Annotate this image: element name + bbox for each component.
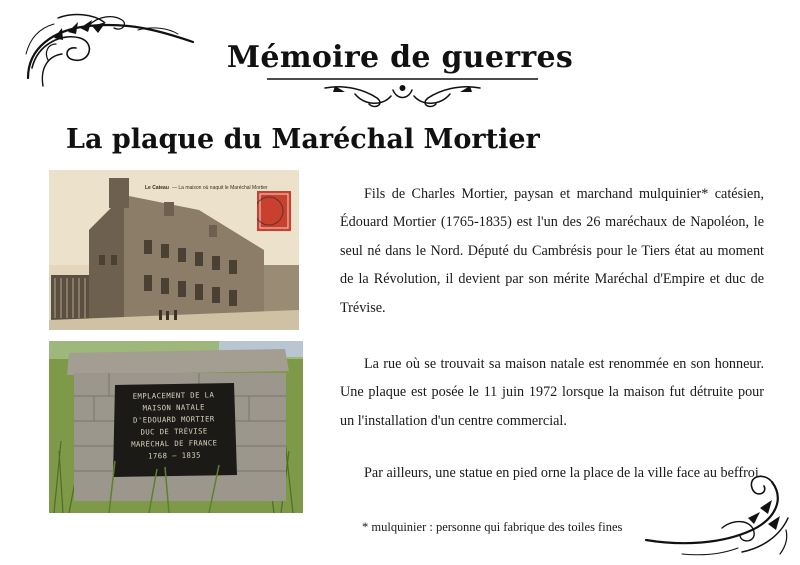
plaque-line: DUC DE TRÉVISE — [140, 426, 208, 437]
flourish-ornament-bottom-right-icon — [642, 468, 792, 560]
paragraph-biography: Fils de Charles Mortier, paysan et marchand mulquinier* catésien, Édouard Mortier (1765-1835) est l'un des 26 maréchaux de Napoléon, le seul né dans le Nord. Député du Cambrésis pour le Tiers état au moment de la Révolution, il devient par son mérite Maréchal d'Empire et duc de Trévise. — [340, 186, 764, 316]
footnote: * mulquinier : personne qui fabrique des toiles fines — [362, 520, 623, 534]
plaque-line: MAISON NATALE — [142, 402, 205, 413]
title-divider-ornament-icon — [265, 76, 540, 112]
plaque-inscription — [117, 389, 230, 463]
page-title: Mémoire de guerres — [226, 40, 574, 75]
body-text — [340, 180, 764, 488]
plaque-line: D'EDOUARD MORTIER — [133, 414, 215, 425]
plaque-line: MARÉCHAL DE FRANCE — [131, 438, 218, 449]
plaque-line: EMPLACEMENT DE LA — [132, 390, 215, 401]
postcard-photo — [49, 170, 299, 330]
plaque-line: 1768 — 1835 — [148, 450, 201, 461]
postcard-caption-text: — La maison où naquit le Maréchal Mortier — [172, 185, 268, 191]
paragraph-statue: Par ailleurs, une statue en pied orne la place de la ville face au beffroi. — [364, 465, 763, 482]
postcard-caption-place: Le Cateau — [145, 185, 169, 191]
postage-stamp-icon — [257, 191, 291, 231]
paragraph-plaque: La rue où se trouvait sa maison natale est renommée en son honneur. Une plaque est posée le 11 juin 1972 lorsque la maison fut détruite pour un l'installation d'un centre commercial. — [340, 356, 764, 429]
section-title: La plaque du Maréchal Mortier — [66, 124, 540, 155]
